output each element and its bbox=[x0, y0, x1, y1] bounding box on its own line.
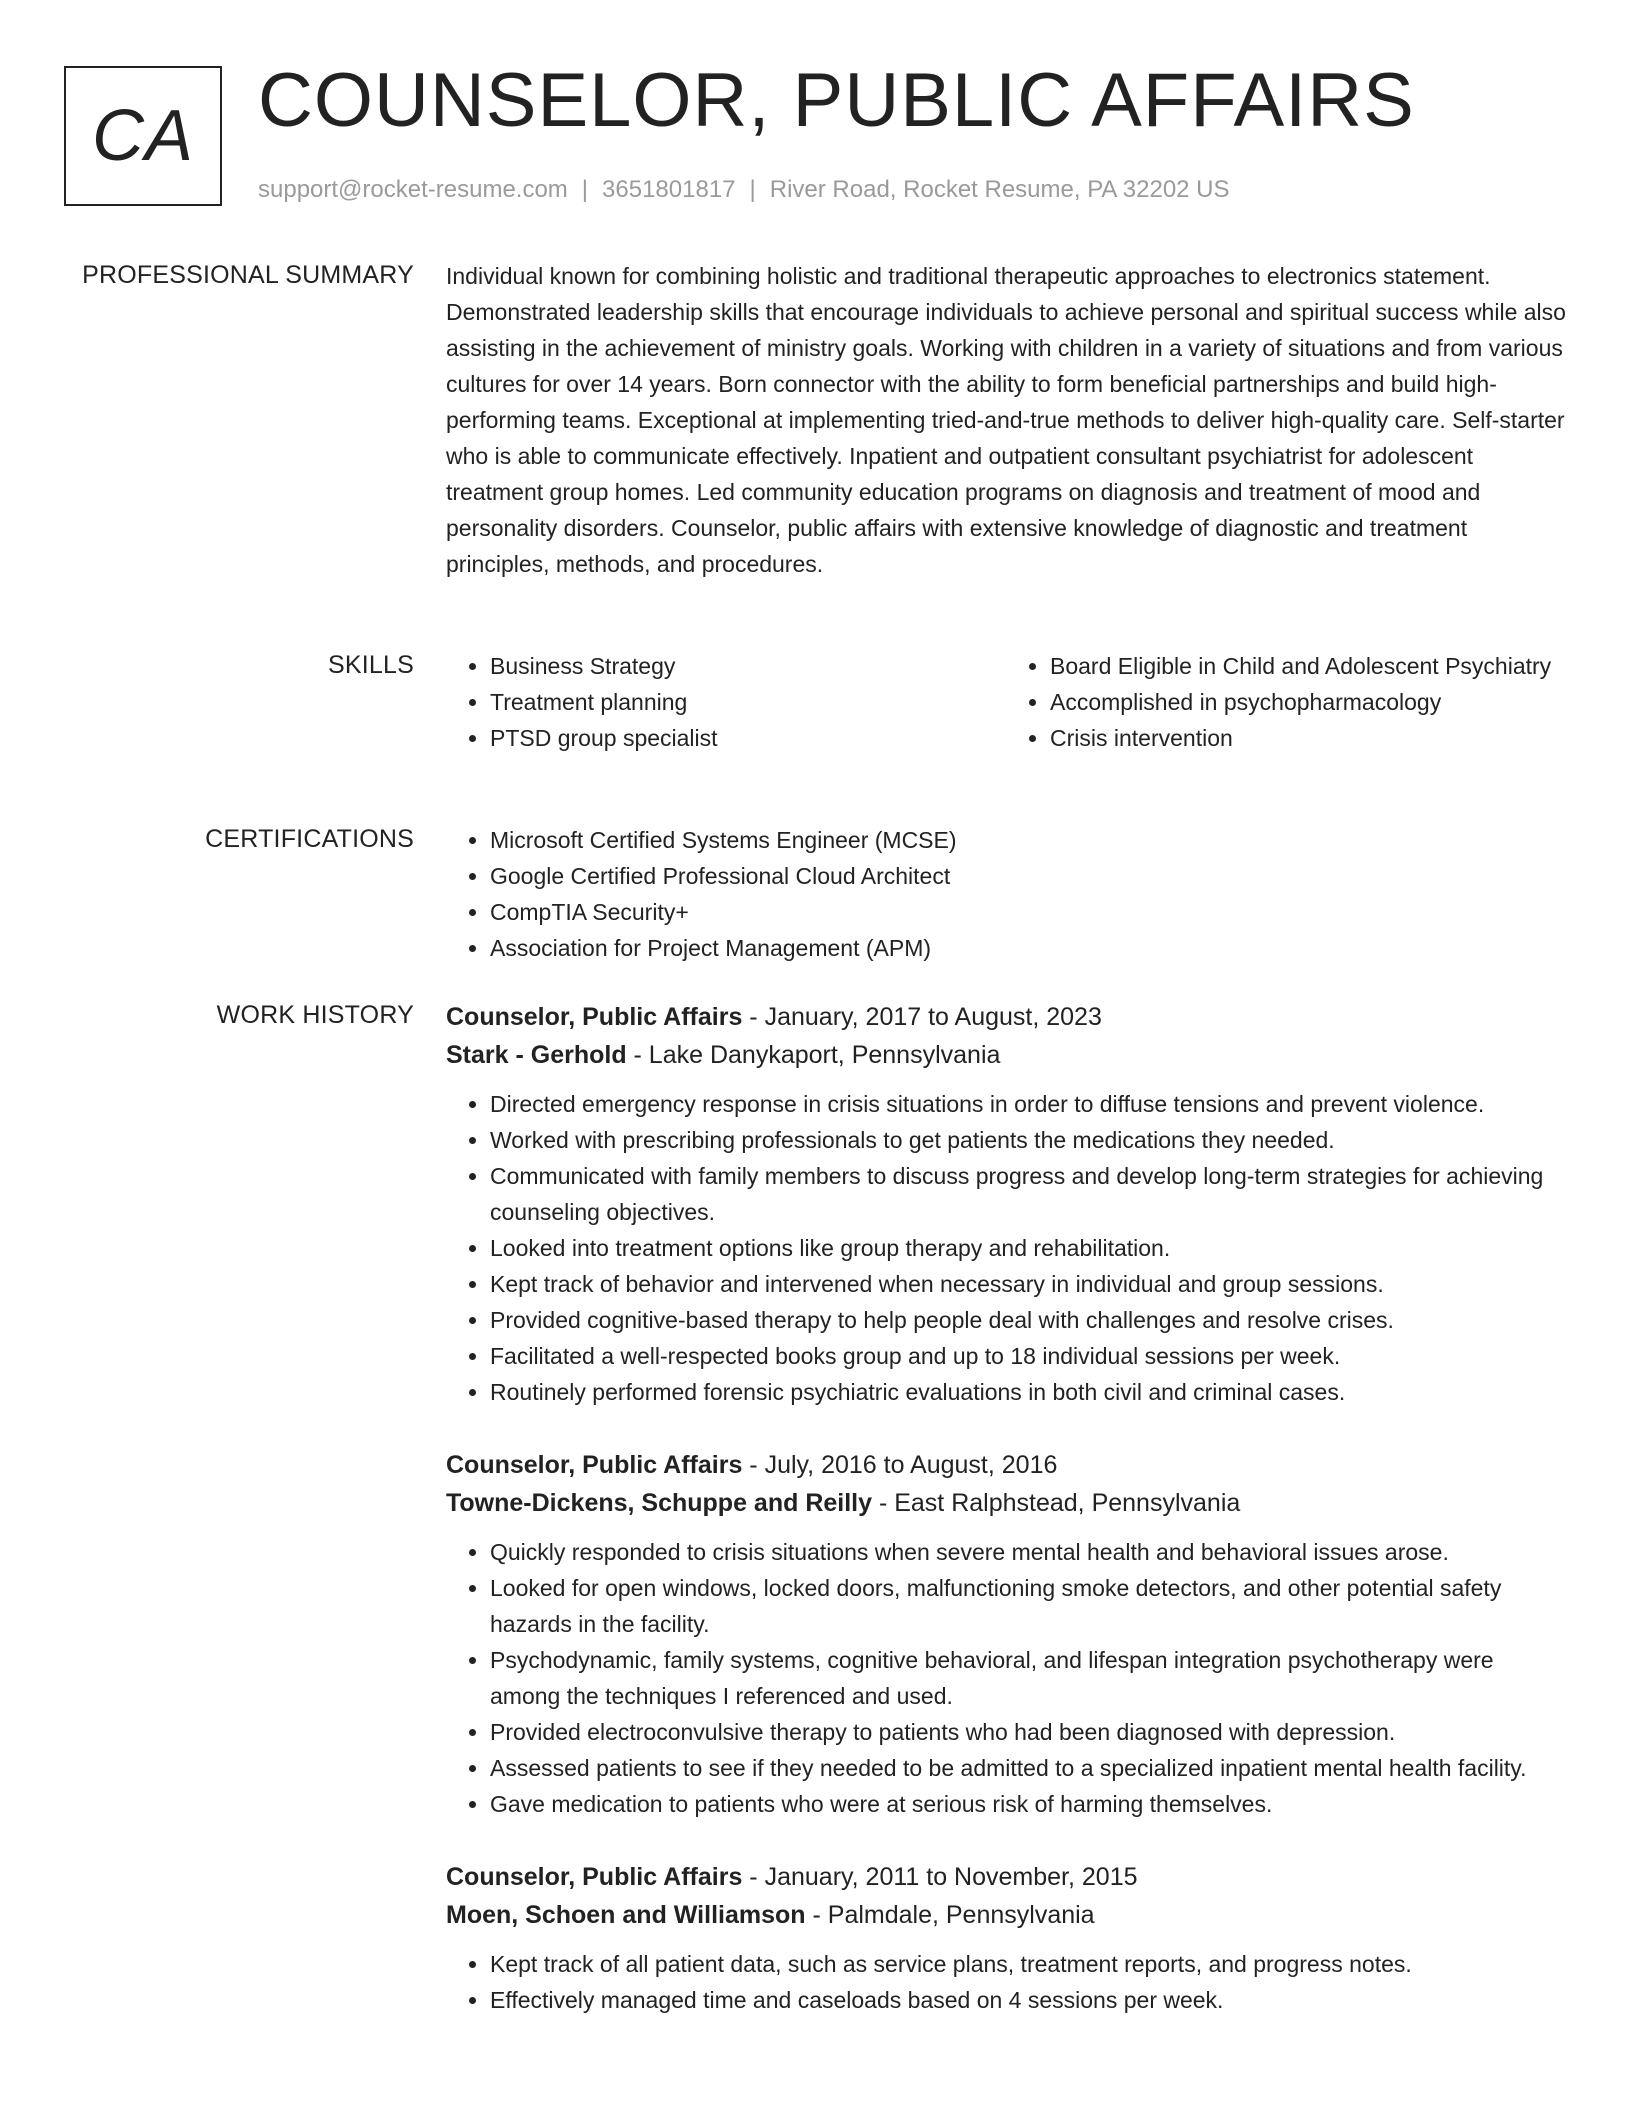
job-company: Stark - Gerhold bbox=[446, 1041, 627, 1069]
section-label-summary: PROFESSIONAL SUMMARY bbox=[82, 261, 414, 289]
section-label-work-history: WORK HISTORY bbox=[216, 1001, 414, 1029]
job-location: - East Ralphstead, Pennsylvania bbox=[872, 1489, 1241, 1517]
monogram-box bbox=[64, 66, 222, 206]
summary-body bbox=[446, 258, 1566, 582]
job-location: - Palmdale, Pennsylvania bbox=[805, 1901, 1095, 1929]
certifications-list bbox=[446, 822, 1566, 966]
contact-separator: | bbox=[581, 176, 589, 203]
job-dates: - January, 2017 to August, 2023 bbox=[742, 1003, 1102, 1031]
job-duty-item: • Psychodynamic, family systems, cognitive behavioral, and lifespan integration psychotherapy were among the techniques I referenced and used. bbox=[490, 1642, 1566, 1714]
job-duty-item: • Facilitated a well-respected books group and up to 18 individual sessions per week. bbox=[490, 1338, 1566, 1374]
job-duty-item: • Communicated with family members to discuss progress and develop long-term strategies for achieving counseling objectives. bbox=[490, 1158, 1566, 1230]
job-duty-item: • Gave medication to patients who were at serious risk of harming themselves. bbox=[490, 1786, 1566, 1822]
skills-list-right bbox=[1006, 648, 1566, 756]
job-duties-list bbox=[446, 1534, 1566, 1822]
job-entry bbox=[446, 1858, 1566, 2018]
job-company-line bbox=[446, 1484, 1566, 1522]
monogram-initials: CA bbox=[91, 96, 195, 176]
job-title: Counselor, Public Affairs bbox=[446, 1003, 743, 1031]
job-duty-item: • Quickly responded to crisis situations when severe mental health and behavioral issues arose. bbox=[490, 1534, 1566, 1570]
job-title-line bbox=[446, 1858, 1566, 1896]
job-company-line bbox=[446, 1036, 1566, 1074]
job-company: Towne-Dickens, Schuppe and Reilly bbox=[446, 1489, 873, 1517]
contact-phone[interactable]: 3651801817 bbox=[602, 176, 736, 203]
job-duty-item: • Effectively managed time and caseloads based on 4 sessions per week. bbox=[490, 1982, 1566, 2018]
job-title: Counselor, Public Affairs bbox=[446, 1451, 743, 1479]
contact-address: River Road, Rocket Resume, PA 32202 US bbox=[769, 176, 1230, 203]
skill-item: • Treatment planning bbox=[490, 684, 1006, 720]
job-dates: - July, 2016 to August, 2016 bbox=[742, 1451, 1058, 1479]
job-duty-item: • Directed emergency response in crisis situations in order to diffuse tensions and prevent violence. bbox=[490, 1086, 1566, 1122]
work-history-body bbox=[446, 998, 1566, 2054]
skill-item: • Board Eligible in Child and Adolescent Psychiatry bbox=[1050, 648, 1566, 684]
contact-separator: | bbox=[749, 176, 756, 203]
job-duties-list bbox=[446, 1086, 1566, 1410]
job-duty-item: • Looked into treatment options like group therapy and rehabilitation. bbox=[490, 1230, 1566, 1266]
certification-item: • Association for Project Management (APM) bbox=[490, 930, 1566, 966]
job-title: Counselor, Public Affairs bbox=[446, 1863, 743, 1891]
skill-item: • Business Strategy bbox=[490, 648, 1006, 684]
skills-body bbox=[446, 648, 1566, 756]
job-duty-item: • Worked with prescribing professionals to get patients the medications they needed. bbox=[490, 1122, 1566, 1158]
job-company: Moen, Schoen and Williamson bbox=[446, 1901, 806, 1929]
certifications-body bbox=[446, 822, 1566, 966]
skill-item: • Accomplished in psychopharmacology bbox=[1050, 684, 1566, 720]
job-duty-item: • Routinely performed forensic psychiatric evaluations in both civil and criminal cases. bbox=[490, 1374, 1566, 1410]
summary-text: Individual known for combining holistic and traditional therapeutic approaches to electronics statement. Demonstrated leadership skills that encourage individuals to achieve personal and spiritual success while also assisting in the achievement of ministry goals. Working with children in a variety of situations and from various cultures for over 14 years. Born connector with the ability to form beneficial partnerships and build high-performing teams. Exceptional at implementing tried-and-true methods to deliver high-quality care. Self-starter who is able to communicate effectively. Inpatient and outpatient consultant psychiatrist for adolescent treatment group homes. Led community education programs on diagnosis and treatment of mood and personality disorders. Counselor, public affairs with extensive knowledge of diagnostic and treatment principles, methods, and procedures. bbox=[446, 263, 1566, 577]
job-duties-list bbox=[446, 1946, 1566, 2018]
job-duty-item: • Assessed patients to see if they needed to be admitted to a specialized inpatient mental health facility. bbox=[490, 1750, 1566, 1786]
skills-list-left bbox=[446, 648, 1006, 756]
contact-line bbox=[258, 174, 1230, 206]
job-duty-item: • Provided electroconvulsive therapy to patients who had been diagnosed with depression. bbox=[490, 1714, 1566, 1750]
job-location: - Lake Danykaport, Pennsylvania bbox=[626, 1041, 1001, 1069]
contact-email[interactable]: support@rocket-resume.com bbox=[258, 176, 568, 203]
skill-item: • PTSD group specialist bbox=[490, 720, 1006, 756]
resume-name: COUNSELOR, PUBLIC AFFAIRS bbox=[258, 58, 1415, 143]
section-label-skills: SKILLS bbox=[328, 651, 414, 679]
job-entry bbox=[446, 998, 1566, 1410]
skill-item: • Crisis intervention bbox=[1050, 720, 1566, 756]
job-duty-item: • Kept track of all patient data, such as service plans, treatment reports, and progress notes. bbox=[490, 1946, 1566, 1982]
job-duty-item: • Provided cognitive-based therapy to help people deal with challenges and resolve crises. bbox=[490, 1302, 1566, 1338]
section-label-certifications: CERTIFICATIONS bbox=[205, 825, 414, 853]
job-title-line bbox=[446, 998, 1566, 1036]
job-title-line bbox=[446, 1446, 1566, 1484]
job-entry bbox=[446, 1446, 1566, 1822]
job-duty-item: • Looked for open windows, locked doors, malfunctioning smoke detectors, and other potential safety hazards in the facility. bbox=[490, 1570, 1566, 1642]
job-duty-item: • Kept track of behavior and intervened when necessary in individual and group sessions. bbox=[490, 1266, 1566, 1302]
certification-item: • CompTIA Security+ bbox=[490, 894, 1566, 930]
job-company-line bbox=[446, 1896, 1566, 1934]
certification-item: • Microsoft Certified Systems Engineer (MCSE) bbox=[490, 822, 1566, 858]
certification-item: • Google Certified Professional Cloud Architect bbox=[490, 858, 1566, 894]
job-dates: - January, 2011 to November, 2015 bbox=[742, 1863, 1138, 1891]
